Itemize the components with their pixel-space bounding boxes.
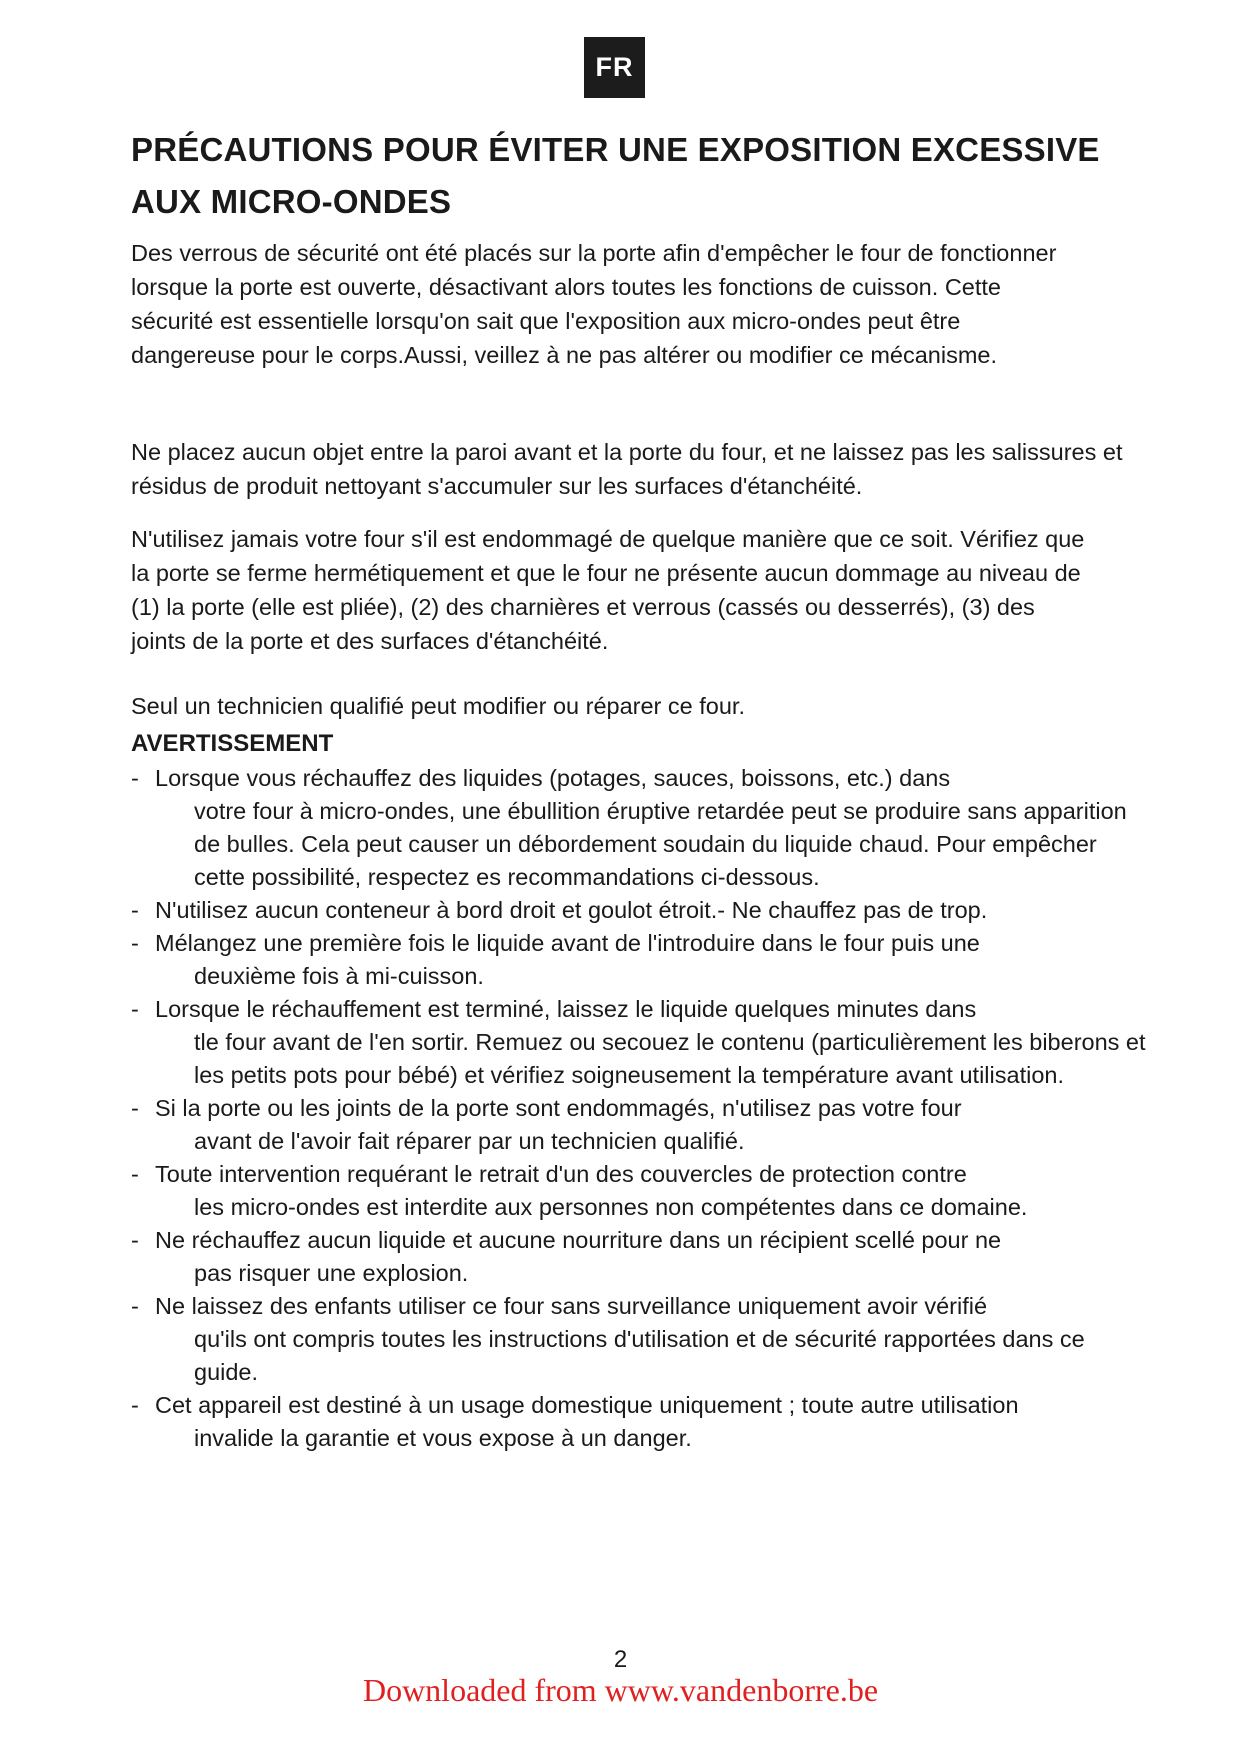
warning-item-continuation: pas risquer une explosion. [194, 1260, 469, 1286]
warning-item-text: N'utilisez aucun conteneur à bord droit et goulot étroit.- Ne chauffez pas de trop. [155, 897, 988, 923]
warning-item [131, 993, 1151, 1092]
paragraph-technician: Seul un technicien qualifié peut modifier ou réparer ce four. [131, 693, 745, 719]
warning-list [131, 762, 1151, 1455]
warning-item [131, 1158, 1151, 1224]
warning-item [131, 894, 1151, 927]
warning-item [131, 1092, 1151, 1158]
warning-item-continuation: tle four avant de l'en sortir. Remuez ou secouez le contenu (particulièrement les biberons et les petits pots pour bébé) et vérifiez soigneusement la température avant utilisation. [194, 1029, 1146, 1088]
warning-item-text: Ne réchauffez aucun liquide et aucune nourriture dans un récipient scellé pour ne [155, 1227, 1002, 1253]
paragraph-damage-check: N'utilisez jamais votre four s'il est endommagé de quelque manière que ce soit. Vérifiez que la porte se ferme hermétiquement et que le four ne présente aucun dommage au niveau de (1) la porte (elle est pliée), (2) des charnières et verrous (cassés ou desserrés), (3) des joints de la porte et des surfaces d'étanchéité. [131, 526, 1085, 654]
warning-item [131, 1290, 1151, 1389]
warning-item-continuation: les micro-ondes est interdite aux personnes non compétentes dans ce domaine. [194, 1194, 1028, 1220]
warning-item-text: Ne laissez des enfants utiliser ce four sans surveillance uniquement avoir vérifié [155, 1293, 988, 1319]
warning-item [131, 927, 1151, 993]
warning-item-text: Toute intervention requérant le retrait d'un des couvercles de protection contre [155, 1161, 967, 1187]
language-badge: FR [584, 37, 645, 98]
page-number: 2 [613, 1646, 628, 1673]
warning-item-continuation: qu'ils ont compris toutes les instructions d'utilisation et de sécurité rapportées dans ce guide. [194, 1326, 1085, 1385]
warning-item-text: Si la porte ou les joints de la porte sont endommagés, n'utilisez pas votre four [155, 1095, 962, 1121]
page-title: PRÉCAUTIONS POUR ÉVITER UNE EXPOSITION EXCESSIVE AUX MICRO-ONDES [131, 131, 1100, 220]
warning-item-continuation: votre four à micro-ondes, une ébullition éruptive retardée peut se produire sans apparition de bulles. Cela peut causer un débordement soudain du liquide chaud. Pour empêcher cette possibilité, respectez es recommandations ci-dessous. [194, 798, 1127, 890]
paragraph-front-wall: Ne placez aucun objet entre la paroi avant et la porte du four, et ne laissez pas les salissures et résidus de produit nettoyant s'accumuler sur les surfaces d'étanchéité. [131, 439, 1123, 499]
warning-item [131, 1224, 1151, 1290]
warning-item-text: Mélangez une première fois le liquide avant de l'introduire dans le four puis une [155, 930, 980, 956]
warning-heading: AVERTISSEMENT [131, 730, 334, 757]
warning-item [131, 762, 1151, 894]
warning-item-continuation: avant de l'avoir fait réparer par un technicien qualifié. [194, 1128, 745, 1154]
warning-item-continuation: invalide la garantie et vous expose à un danger. [194, 1425, 692, 1451]
paragraph-door-locks: Des verrous de sécurité ont été placés sur la porte afin d'empêcher le four de fonctionner lorsque la porte est ouverte, désactivant alors toutes les fonctions de cuisson. Cette sécurité est essentielle lorsqu'on sait que l'exposition aux micro-ondes peut être dangereuse pour le corps.Aussi, veillez à ne pas altérer ou modifier ce mécanisme. [131, 240, 1057, 368]
warning-item [131, 1389, 1151, 1455]
warning-item-continuation: deuxième fois à mi-cuisson. [194, 963, 484, 989]
warning-item-text: Cet appareil est destiné à un usage domestique uniquement ; toute autre utilisation [155, 1392, 1019, 1418]
warning-item-text: Lorsque vous réchauffez des liquides (potages, sauces, boissons, etc.) dans [155, 765, 951, 791]
warning-item-text: Lorsque le réchauffement est terminé, laissez le liquide quelques minutes dans [155, 996, 977, 1022]
download-source-footer[interactable]: Downloaded from www.vandenborre.be [362, 1672, 879, 1708]
